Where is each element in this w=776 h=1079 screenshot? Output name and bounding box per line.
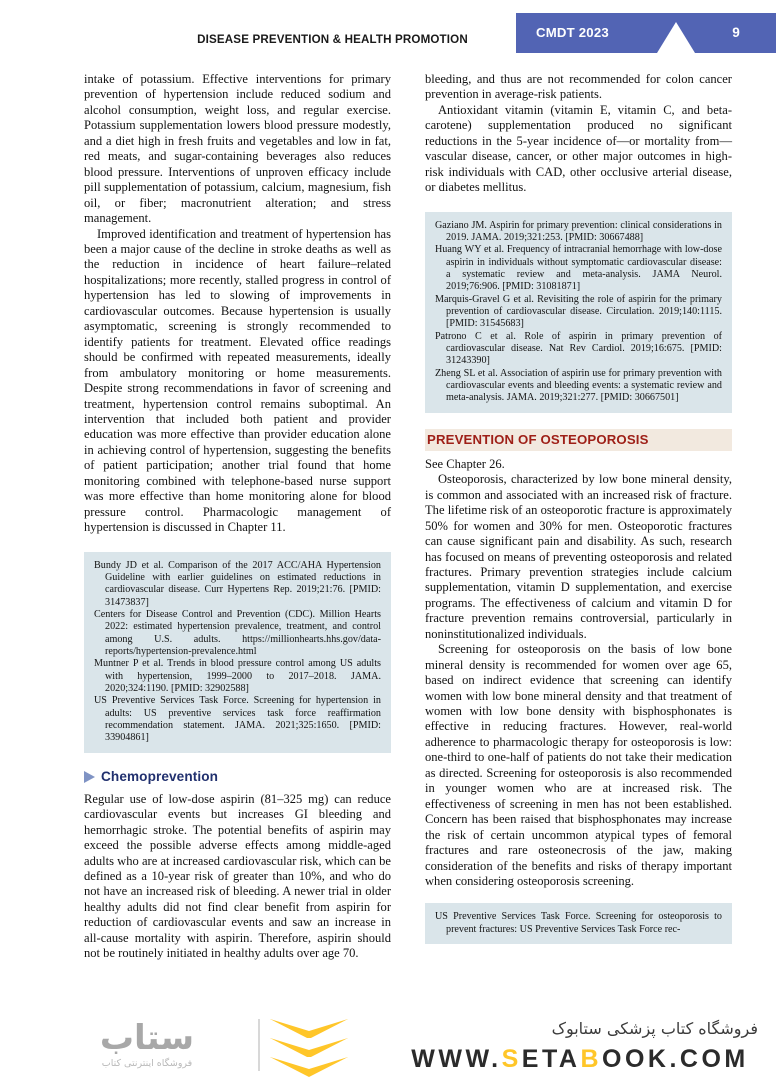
reference-box [425,903,732,944]
paragraph: Improved identification and treatment of hypertension has been a major cause of the decline in stroke deaths as well as the reduction in incidence of heart failure–related hospitalizations; more recently, stalled progress in control of hypertension has led to slowing of improvements in cardiovascular outcomes. Because hypertension is usually asymptomatic, screening is strongly recommended to identify patients for treatment. Elevated office readings should be confirmed with repeated measurements, ideally from ambulatory monitoring or home measurements. Despite strong recommendations in favor of screening and treatment, hypertension control remains suboptimal. An intervention that included both patient and provider education was more effective than provider education alone in achieving control of hypertension, suggesting the benefits of patient participation; another trial found that home monitoring combined with telephone-based nurse support was more effective than home monitoring alone for blood pressure control. Pharmacologic management of hypertension is discussed in Chapter 11. [84,226,391,535]
paragraph: Screening for osteoporosis on the basis of low bone mineral density is recommended for women over age 65, based on indirect evidence that screening can identify women with low bone mineral density and that treatment of women with low bone density with bisphosphonates is effective in reducing fractures. However, real-world adherence to pharmacologic therapy for osteoporosis is low: one-third to one-half of patients do not take their medication as directed. Screening for osteoporosis is also recommended in younger women who are at increased risk. The effectiveness of screening in men has not been established. Concern has been raised that bisphosphonates may increase the risk of certain uncommon atypical types of femoral fractures and rare osteonecrosis of the jaw, making consideration of the benefits and risks of therapy important when considering osteoporosis screening. [425,642,732,889]
site-url[interactable] [400,1045,760,1074]
reference-entry: Muntner P et al. Trends in blood pressure control among US adults with hypertension, 1999–2000 to 2017–2018. JAMA. 2020;324:1190. [PMID: 32902588] [94,658,381,695]
right-column [425,72,732,944]
heading-prevention-of-osteoporosis: PREVENTION OF OSTEOPOROSIS [425,429,732,451]
chevron-mask [270,1019,348,1031]
url-eta: ETA [521,1045,581,1073]
paragraph: Osteoporosis, characterized by low bone mineral density, is common and associated with an increased risk of fracture. The lifetime risk of an osteoporotic fracture is approximately 50% for women and 30% for men. Osteoporotic fractures can cause significant pain and disability. As such, research has focused on means of preventing osteoporosis and related fractures. Primary prevention strategies include calcium supplementation, vitamin D supplementation, and exercise programs. The effectiveness of calcium and vitamin D for fracture prevention remains controversial, particularly in noninstitutionalized individuals. [425,472,732,641]
heading-label: Chemoprevention [101,768,219,784]
page-number: 9 [732,25,740,40]
reference-entry: Marquis-Gravel G et al. Revisiting the role of aspirin for the primary prevention of cardiovascular disease. Circulation. 2019;140:1115. [PMID: 31545683] [435,293,722,330]
url-suffix: OOK.COM [602,1045,749,1073]
page-header [0,0,776,68]
reference-box [84,552,391,753]
reference-entry: US Preventive Services Task Force. Screening for osteoporosis to prevent fractures: US Preventive Services Task Force rec- [435,911,722,935]
paragraph: Antioxidant vitamin (vitamin E, vitamin C, and beta-carotene) supplementation produced no significant reductions in the 5-year incidence of—or mortality from—vascular disease, cancer, or other major outcomes in high-risk individuals with CAD, other occlusive arterial disease, or diabetes mellitus. [425,102,732,195]
logo-wordmark: ستاب [99,1018,195,1058]
logo-subtext: فروشگاه اینترنتی کتاب [101,1058,193,1069]
edition-label: CMDT 2023 [536,25,609,40]
url-accent-b: B [580,1045,603,1073]
spacer [84,784,391,792]
reference-entry: Zheng SL et al. Association of aspirin use for primary prevention with cardiovascular events and bleeding events: a systematic review and meta-analysis. JAMA. 2019;321:277. [PMID: 30667501] [435,367,722,404]
paragraph: bleeding, and thus are not recommended for colon cancer prevention in average-risk patients. [425,72,732,102]
footer-watermark [0,1005,776,1079]
paragraph: Regular use of low-dose aspirin (81–325 mg) can reduce cardiovascular events but increases GI bleeding and hemorrhagic stroke. The potential benefits of aspirin may exceed the possible adverse effects among middle-aged adults who are at increased cardiovascular risk, which can be defined as a 10-year risk of greater than 10%, and who do not have an increased risk of bleeding. A newer trial in older healthy adults did not find clear benefit from aspirin for reduction of cardiovascular events and saw an increase in all-cause mortality with aspirin. Therefore, aspirin should not be routinely initiated in healthy adults over age 70. [84,791,391,961]
heading-chemoprevention [84,769,391,784]
reference-entry: Patrono C et al. Role of aspirin in primary prevention of cardiovascular disease. Nat Rev Cardiol. 2019;16:675. [PMID: 31243390] [435,330,722,367]
triangle-bullet-icon [84,771,95,783]
paragraph: intake of potassium. Effective interventions for primary prevention of hypertension include reduced sodium and alcohol consumption, weight loss, and regular exercise. Potassium supplementation lowers blood pressure modestly, and a diet high in fresh fruits and vegetables and low in fat, red meats, and sugar-containing beverages also reduces blood pressure. Interventions of unproven efficacy include pill supplementation of potassium, calcium, magnesium, fish oil, or fiber; macronutrient alteration; and stress management. [84,72,391,226]
running-title: DISEASE PREVENTION & HEALTH PROMOTION [197,33,468,46]
site-tagline-persian: فروشگاه کتاب پزشکی ستابوک [551,1019,758,1038]
spacer [425,889,732,903]
header-banner [516,13,776,53]
chevron-mask [270,1057,348,1069]
url-prefix: WWW. [411,1045,502,1073]
spacer [84,536,391,552]
chevron-stack-icon [270,1019,348,1073]
banner-notch-triangle-icon [657,22,695,53]
reference-entry: Bundy JD et al. Comparison of the 2017 ACC/AHA Hypertension Guideline with earlier guidelines on estimated reductions in cardiovascular disease. Curr Hypertens Rep. 2019;21:76. [PMID: 31473837] [94,559,381,608]
reference-entry: Centers for Disease Control and Prevention (CDC). Million Hearts 2022: estimated hypertension prevalence, treatment, and control among U.S. adults. https://millionhearts.hhs.gov/data-reports/hypertension-prevalence.html [94,608,381,657]
see-chapter-note: See Chapter 26. [425,456,505,471]
spacer [84,753,391,769]
page-content [0,72,776,1002]
reference-box [425,212,732,413]
url-accent-s: S [501,1045,522,1073]
spacer [425,196,732,212]
spacer [425,413,732,429]
setabook-logo [48,1011,368,1077]
logo-divider [258,1019,260,1071]
left-column [84,72,391,962]
reference-entry: Huang WY et al. Frequency of intracranial hemorrhage with low-dose aspirin in individuals without symptomatic cardiovascular disease: a systematic review and meta-analysis. JAMA Neurol. 2019;76:906. [PMID: 31081871] [435,244,722,293]
reference-entry: Gaziano JM. Aspirin for primary prevention: clinical considerations in 2019. JAMA. 2019;321:253. [PMID: 30667488] [435,219,722,243]
reference-entry: US Preventive Services Task Force. Screening for hypertension in adults: US preventive services task force reaffirmation recommendation statement. JAMA. 2021;325:1650. [PMID: 33904861] [94,695,381,744]
chevron-mask [270,1038,348,1050]
header-rule [0,0,776,3]
